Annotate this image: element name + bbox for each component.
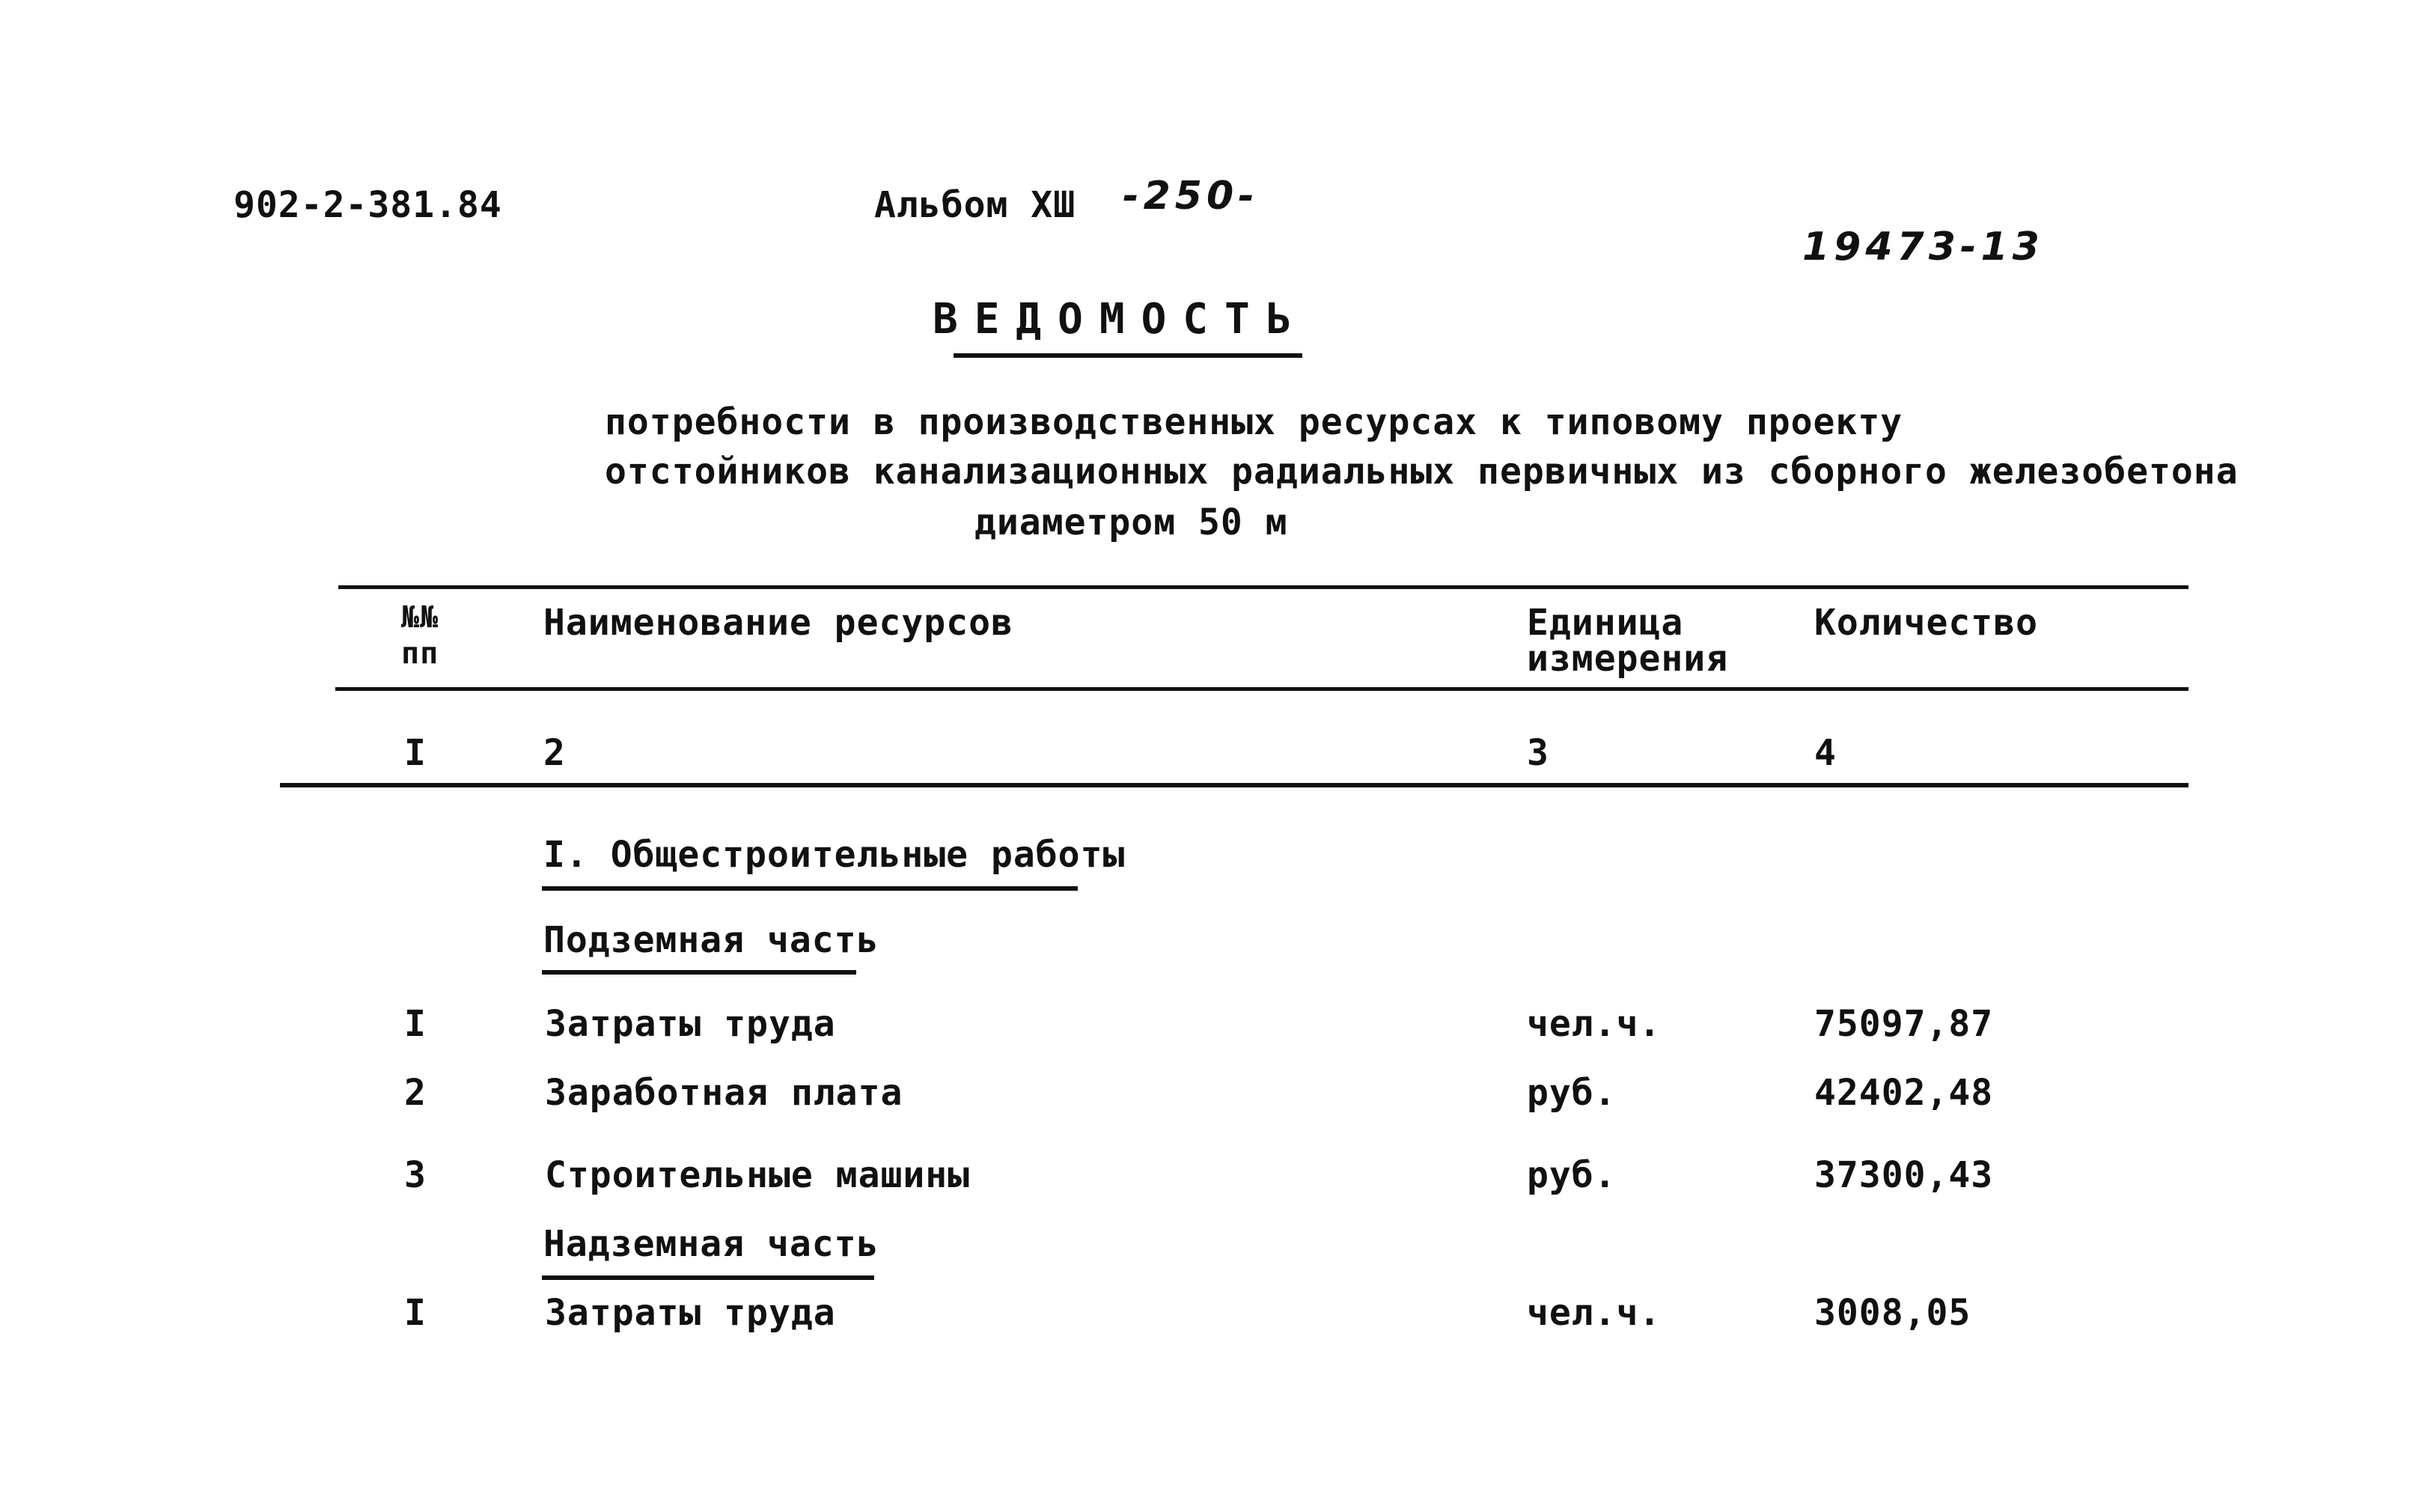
row-name: Затраты труда (545, 1292, 836, 1334)
header-unit-2: измерения (1527, 638, 1729, 680)
row-quantity: 75097,87 (1814, 1003, 1994, 1045)
header-unit: Единица (1527, 602, 1684, 644)
group-title-underground: Подземная часть (543, 919, 879, 961)
page-number: -250- (1123, 174, 1259, 219)
document-title: ВЕДОМОСТЬ (933, 295, 1308, 344)
table-top-rule (338, 585, 2188, 589)
section-heading-underline (542, 886, 1078, 891)
group-title-aboveground-underline (542, 1275, 874, 1280)
header-num: №№ (401, 600, 439, 635)
row-unit: чел.ч. (1527, 1292, 1662, 1334)
document-code: 902-2-381.84 (234, 184, 502, 226)
row-name: Заработная плата (545, 1072, 903, 1114)
subtitle-line-1: потребности в производственных ресурсах к типовому проекту (605, 401, 1903, 443)
row-quantity: 37300,43 (1814, 1154, 1994, 1196)
column-number-4: 4 (1814, 732, 1837, 774)
row-unit: чел.ч. (1527, 1003, 1662, 1045)
title-underline (954, 353, 1302, 358)
header-rule (335, 687, 2188, 691)
subtitle-line-2: отстойников канализационных радиальных первичных из сборного железобетона (605, 451, 2239, 493)
header-quantity: Количество (1814, 602, 2038, 644)
column-numbers-rule (280, 783, 2188, 787)
row-unit: руб. (1527, 1072, 1617, 1114)
group-title-underground-underline (542, 970, 856, 975)
row-name: Затраты труда (545, 1003, 836, 1045)
column-number-2: 2 (543, 732, 566, 774)
group-title-aboveground: Надземная часть (543, 1223, 879, 1265)
header-num-2: пп (401, 636, 439, 671)
header-resource-name: Наименование ресурсов (543, 602, 1013, 644)
subtitle-line-3: диаметром 50 м (974, 502, 1288, 543)
section-heading: I. Общестроительные работы (543, 834, 1126, 876)
row-quantity: 42402,48 (1814, 1072, 1994, 1114)
row-num: 2 (404, 1072, 427, 1114)
row-name: Строительные машины (545, 1154, 971, 1196)
column-number-1: I (404, 732, 427, 774)
row-quantity: 3008,05 (1814, 1292, 1971, 1334)
inventory-stamp-number: 19473-13 (1802, 225, 2044, 269)
album-label: Альбом ХШ (874, 184, 1076, 226)
column-number-3: 3 (1527, 732, 1549, 774)
row-num: 3 (404, 1154, 427, 1196)
row-num: I (404, 1292, 427, 1334)
row-unit: руб. (1527, 1154, 1617, 1196)
row-num: I (404, 1003, 427, 1045)
